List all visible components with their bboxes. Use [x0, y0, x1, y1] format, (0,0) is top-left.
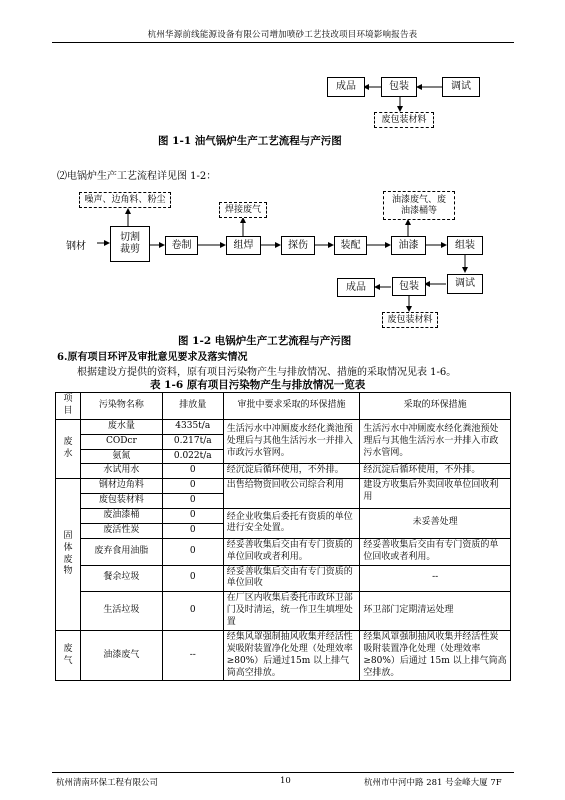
cell-amount: 0 [162, 592, 223, 631]
cell-taken: 建设方收集后外卖回收单位回收利用 [360, 479, 511, 509]
cell-name: 餐余垃圾 [80, 565, 162, 592]
cell-amount: 0 [162, 509, 223, 524]
cell-name: 废包装材料 [80, 494, 162, 509]
cell-req: 经妥善收集后交由有专门资质的单位回收或者利用。 [223, 538, 360, 565]
cell-name: CODcr [80, 434, 162, 449]
table-row [56, 464, 511, 479]
table-row [56, 592, 511, 631]
cell-amount: 4335t/a [162, 419, 223, 434]
table-title: 表 1-6 原有项目污染物产生与排放情况一览表 [150, 379, 366, 391]
fig2-packing-box: 包装 [392, 277, 426, 296]
cell-taken: 环卫部门定期清运处理 [360, 592, 511, 631]
cell-req: 出售给物资回收公司综合利用 [223, 479, 360, 509]
fig2-pollutant-paint: 油漆废气、废 油漆桶等 [383, 191, 455, 220]
table-row [56, 479, 511, 494]
fig1-caption: 图 1-1 油气锅炉生产工艺流程与产污图 [158, 135, 342, 147]
fig2-pollutant-pack: 废包装材料 [382, 312, 438, 328]
fig2-pollutant-weld: 焊接废气 [219, 202, 267, 218]
footer-right: 杭州市中河中路 281 号金峰大厦 7F [364, 778, 502, 788]
cell-req: 经妥善收集后交由有专门资质的单位回收 [223, 565, 360, 592]
cat-water: 废 水 [56, 419, 81, 479]
cell-name: 废弃食用油脂 [80, 538, 162, 565]
cell-amount: -- [162, 630, 223, 681]
table-row [56, 565, 511, 592]
fig2-finished-box: 成品 [337, 278, 375, 297]
cell-name: 油漆废气 [80, 630, 162, 681]
th-pollutant: 污染物名称 [80, 393, 162, 420]
table-header-row [56, 393, 511, 420]
cell-name: 生活垃圾 [80, 592, 162, 631]
cell-amount: 0 [162, 565, 223, 592]
fig1-debug-box: 调试 [442, 77, 480, 97]
th-item: 项 目 [56, 393, 81, 420]
th-taken: 采取的环保措施 [360, 393, 511, 420]
cell-name: 钢材边角料 [80, 479, 162, 494]
fig1-waste-box: 废包装材料 [374, 112, 434, 128]
page-header: 杭州华源前线能源设备有限公司增加喷砂工艺技改项目环境影响报告表 [147, 30, 418, 40]
cell-name: 水试用水 [80, 464, 162, 479]
cell-name: 废水量 [80, 419, 162, 434]
cell-amount: 0 [162, 464, 223, 479]
cell-req: 经集风罩强制抽风收集并经活性炭吸附装置净化处理（处理效率≥80%）后通过15m 以上排气筒高空排放。 [223, 630, 360, 681]
fig2-cut-box: 切割 裁剪 [110, 226, 150, 262]
fig2-caption: 图 1-2 电锅炉生产工艺流程与产污图 [178, 335, 352, 347]
footer-rule [52, 772, 514, 773]
cell-amount: 0 [162, 494, 223, 509]
fig2-flaw-box: 探伤 [281, 236, 315, 255]
section6-para: 根据建设方提供的资料，原有项目污染物产生与排放情况、措施的采取情况见表 1-6。 [77, 367, 457, 378]
cell-taken: 未妥善处理 [360, 509, 511, 539]
cell-name: 氨氮 [80, 449, 162, 464]
cell-name: 废活性炭 [80, 523, 162, 538]
cell-req: 经企业收集后委托有资质的单位进行安全处置。 [223, 509, 360, 539]
cell-amount: 0 [162, 479, 223, 494]
cell-taken: 经沉淀后循环使用，不外排。 [360, 464, 511, 479]
cell-amount: 0 [162, 523, 223, 538]
cell-amount: 0.217t/a [162, 434, 223, 449]
fig2-input-label: 钢材 [66, 241, 86, 252]
cell-taken: 经妥善收集后交由有专门资质的单位回收或者利用。 [360, 538, 511, 565]
table-row [56, 538, 511, 565]
fig1-finished-box: 成品 [327, 77, 365, 97]
cell-amount: 0 [162, 538, 223, 565]
table-row [56, 509, 511, 524]
section6-title: 6.原有项目环评及审批意见要求及落实情况 [57, 352, 248, 363]
th-amount: 排放量 [162, 393, 223, 420]
table-row [56, 630, 511, 681]
page-number: 10 [280, 776, 291, 786]
cat-solid: 固 体 废 物 [56, 479, 81, 631]
footer-left: 杭州清南环保工程有限公司 [56, 778, 159, 788]
cell-req: 经沉淀后循环使用，不外排。 [223, 464, 360, 479]
cat-gas: 废 气 [56, 630, 81, 681]
fig2-paint-box: 油漆 [391, 236, 426, 255]
fig2-group-box: 组装 [447, 236, 483, 255]
pollutant-table [55, 392, 511, 681]
table-row [56, 419, 511, 434]
cell-amount: 0.022t/a [162, 449, 223, 464]
fig2-weld-box: 组焊 [226, 236, 261, 255]
cell-name: 废油漆桶 [80, 509, 162, 524]
fig2-intro: ⑵电锅炉生产工艺流程详见图 1-2： [57, 171, 217, 182]
fig2-roll-box: 卷制 [165, 236, 198, 255]
cell-taken: -- [360, 565, 511, 592]
cell-taken: 生活污水中冲厕废水经化粪池预处理后与其他生活污水一并排入市政污水管网。 [360, 419, 511, 464]
th-required: 审批中要求采取的环保措施 [223, 393, 360, 420]
cell-req: 生活污水中冲厕废水经化粪池预处理后与其他生活污水一并排入市政污水管网。 [223, 419, 360, 464]
fig2-pollutant-cut: 噪声、边角料、粉尘 [79, 192, 171, 208]
fig2-assemble-box: 装配 [334, 236, 367, 255]
fig2-debug-box: 调试 [447, 274, 483, 294]
cell-taken: 经集风罩强制抽风收集并经活性炭吸附装置净化处理（处理效率≥80%）后通过 15m 以上排气筒高空排放。 [360, 630, 511, 681]
cell-req: 在厂区内收集后委托市政环卫部门及时清运，统一作卫生填埋处置 [223, 592, 360, 631]
fig1-packing-box: 包装 [381, 77, 417, 97]
